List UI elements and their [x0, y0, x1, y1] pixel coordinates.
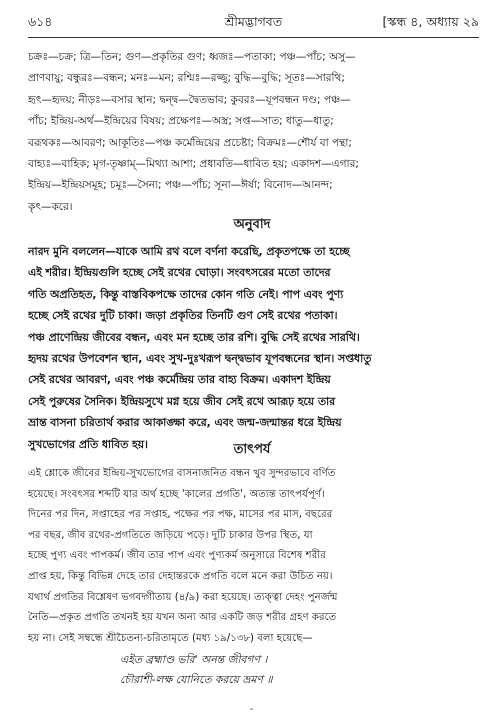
purport-heading: তাৎপর্য [233, 442, 271, 457]
translation-line: সেই পুরুষের সৈনিক। ইন্দ্রিয়সুখে মগ্ন হয়ে জীব সেই রথে আরূঢ় হয়ে তার [28, 394, 336, 408]
footer-mark: - [249, 704, 254, 715]
purport-line: নৈতি—প্রকৃত প্রগতি তখনই হয় যখন অন্য আর একটি জড় শরীর গ্রহণ করতে [28, 612, 337, 624]
purport-line: পর বছর, জীব রথের-প্রগতিতে জড়িয়ে পড়ে। দুটি চাকার উপর স্থিত, যা [28, 529, 313, 541]
purport-line: হয় না। সেই সম্বন্ধে শ্রীচৈতন্য-চরিতামৃতে (মধ্য ১৯/১৩৮) বলা হয়েছে— [28, 632, 313, 644]
purport-line: এই শ্লোকে জীবের ইন্দ্রিয়-সুখভোগের বাসনাজনিত বন্ধন খুব সুন্দরভাবে বর্ণিত [28, 468, 336, 479]
translation-line: এই শরীর। ইন্দ্রিয়গুলি হচ্ছে সেই রথের ঘোড়া। সংবৎসরের মতো তাদের [28, 266, 331, 280]
translation-line: হচ্ছে সেই রথের দুটি চাকা। জড়া প্রকৃতির তিনটি গুণ সেই রথের পতাকা। [28, 309, 338, 323]
synonyms-line: চক্রঃ—চক্র; ত্রি—তিন; গুণ—প্রকৃতির গুণ; ধ্বজঃ—পতাকা; পঞ্চ—পাঁচ; অসু— [28, 51, 356, 63]
translation-line: গতি অপ্রতিহত, কিন্তু বাস্তবিকপক্ষে তাদের কোন গতি নেই। পাপ এবং পুণ্য [28, 287, 344, 301]
synonyms-line: পাঁচ; ইন্দ্রিয়-অর্থ—ইন্দ্রিয়ের বিষয়; প্রক্ষেপঃ—অস্ত্র; সপ্ত—সাত; ধাতু—ধাতু; [28, 115, 334, 128]
purport-line: প্রাপ্ত হয়, কিন্তু বিভিন্ন দেহে তার দেহান্তরকে প্রগতি বলে মনে করা উচিত নয়। [28, 570, 333, 582]
purport-line: হচ্ছে পুণ্য এবং পাপকর্ম। জীব তার পাপ এবং পুণ্যকর্ম অনুসারে বিশেষ শরীর [28, 550, 326, 562]
page-number: ৬১৪ [28, 14, 53, 29]
translation-line: হৃদয় রথের উপবেশন স্থান, এবং সুখ-দুঃখরূপ দ্বন্দ্বভাব যূপবন্ধনের স্থান। সপ্তধাতু [28, 352, 372, 366]
synonyms-line: কৃৎ—করে। [28, 200, 73, 213]
verse-line: এইত ব্রহ্মাণ্ড ভরি' অনন্ত জীবগণ । [120, 653, 268, 666]
purport-line: দিনের পর দিন, সপ্তাহের পর সপ্তাহ, পক্ষের পর পক্ষ, মাসের পর মাস, বছরের [28, 509, 333, 521]
translation-line: ভ্রান্ত বাসনা চরিতার্থ করার আকাঙ্ক্ষা করে, এবং জন্ম-জন্মান্তর ধরে ইন্দ্রিয় [28, 416, 342, 430]
translation-line: পঞ্চ প্রাণেন্দ্রিয় জীবের বন্ধন, এবং মন হচ্ছে তার রশি। বুদ্ধি সেই রথের সারথি। [28, 330, 360, 344]
translation-line: সেই রথের আবরণ, এবং পঞ্চ কর্মেন্দ্রিয় তার বাহ্য বিক্রম। একাদশ ইন্দ্রিয় [28, 373, 331, 387]
verse-quote [120, 650, 460, 690]
purport-block [28, 464, 476, 649]
synonyms-line: বরূথকঃ—আবরণ; আকূতিঃ—পঞ্চ কর্মেন্দ্রিয়ের প্রচেষ্টা; বিক্রমঃ—শৌর্য বা পন্থা; [28, 136, 352, 149]
page-header [28, 12, 479, 32]
translation-line: সুখভোগের প্রতি ধাবিত হয়। [28, 437, 148, 451]
translation-line: নারদ মুনি বললেন—যাকে আমি রথ বলে বর্ণনা করেছি, প্রকৃতপক্ষে তা হচ্ছে [28, 245, 350, 258]
purport-line: যথার্থ প্রগতির বিশ্লেষণ ভগবদ্গীতায় (৪/৯) করা হয়েছে। ত্যক্ত্বা দেহং পুনর্জন্ম [28, 591, 338, 603]
header-divider [28, 37, 479, 38]
synonyms-line: হৃৎ—হৃদয়; নীড়ঃ—বসার স্থান; দ্বন্দ্ব—দ্বৈতভাব; কুবরঃ—যূপবন্ধন দণ্ড; পঞ্চ— [28, 93, 351, 106]
synonyms-line: প্রাণবায়ু; বন্ধুরঃ—বন্ধন; মনঃ—মন; রশ্মিঃ—রজ্জু; বুদ্ধি—বুদ্ধি; সূতঃ—সারথি; [28, 72, 345, 85]
purport-line: হয়েছে। সংবৎসর শব্দটি যার অর্থ হচ্ছে 'কালের প্রগতি', অত্যন্ত তাৎপর্যপূর্ণ। [28, 488, 325, 500]
translation-block [28, 241, 476, 455]
synonyms-block [28, 47, 476, 218]
chapter-reference: [স্কন্ধ ৪, অধ্যায় ২৯ [382, 14, 479, 29]
synonyms-line: ইন্দ্রিয়—ইন্দ্রিয়সমূহ; চমূঃ—সৈন্য; পঞ্চ—পাঁচ; সূনা—ঈর্ষা; বিনোদ—আনন্দ; [28, 179, 333, 192]
book-title: শ্রীমদ্ভাগবত [224, 14, 283, 29]
translation-heading: অনুবাদ [233, 217, 271, 232]
synonyms-line: বাহ্যঃ—বাহিক; মৃগ-তৃষ্ণাম্—মিথ্যা আশা; প্রধাবতি—ধাবিত হয়; একাদশ—এগার; [28, 158, 359, 171]
verse-line: চৌরাশী-লক্ষ যোনিতে করয়ে ভ্রমণ ॥ [120, 673, 273, 686]
